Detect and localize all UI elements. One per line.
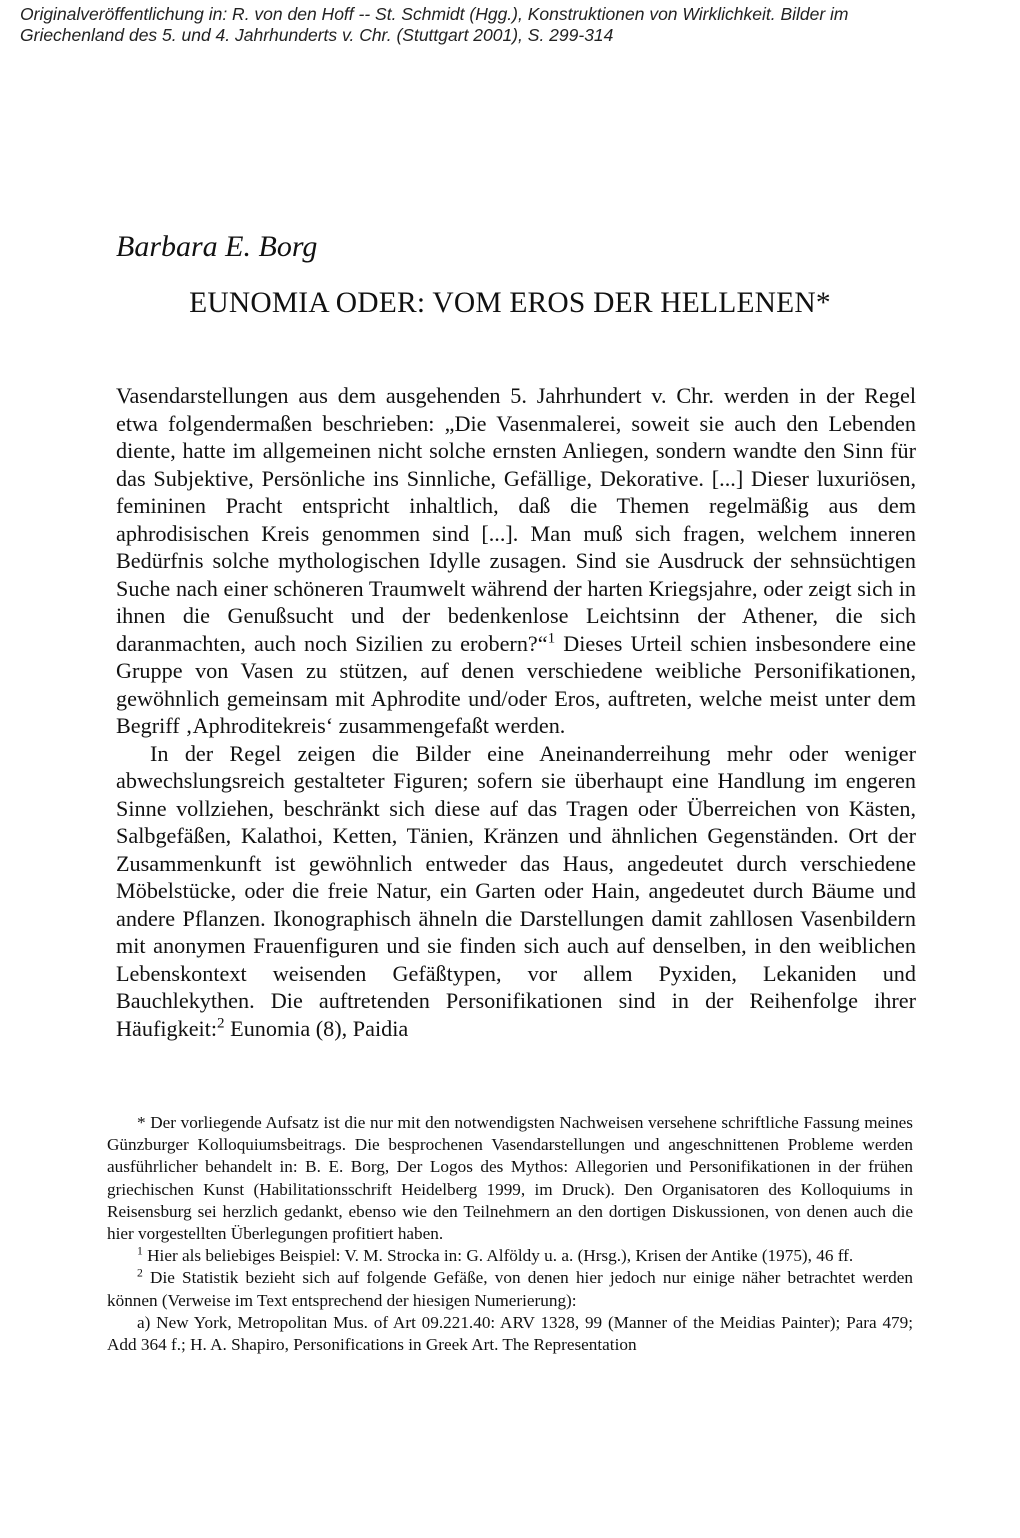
source-header <box>20 4 1000 46</box>
paragraph-1 <box>116 382 916 740</box>
paragraph-1-continuation: Dieses Urteil schien insbesondere eine Gruppe von Vasen zu stützen, auf denen verschiedene weibliche Personifikationen, gewöhnlich gemeinsam mit Aphrodite und/oder Eros, auftreten, welche meist unter dem Begriff ‚Aphroditekreis‘ zusammengefaßt werden. <box>116 630 916 738</box>
source-header-line-2: Griechenland des 5. und 4. Jahrhunderts v. Chr. (Stuttgart 2001), S. 299-314 <box>20 25 614 45</box>
footnote-1-text: Hier als beliebiges Beispiel: V. M. Strocka in: G. Alföldy u. a. (Hrsg.), Krisen der Antike (1975), 46 ff. <box>142 1246 854 1266</box>
footnote-ref-1: 1 <box>547 630 556 647</box>
article-title: EUNOMIA ODER: VOM EROS DER HELLENEN* <box>189 287 831 319</box>
paragraph-2-continuation: Eunomia (8), Paidia <box>224 1015 409 1041</box>
paragraph-2-text: In der Regel zeigen die Bilder eine Aneinanderreihung mehr oder weniger abwechslungsreich gestalteter Figuren; sofern sie überhaupt eine Handlung im engeren Sinne vollziehen, beschränkt sich diese auf das Tragen oder Überreichen von Kästen, Salbgefäßen, Kalathoi, Ketten, Tänien, Kränzen und ähnlichen Gegenständen. Ort der Zusammenkunft ist gewöhnlich entweder das Haus, angedeutet durch verschiedene Möbelstücke, oder die freie Natur, ein Garten oder Hain, angedeutet durch Bäume und andere Pflanzen. Ikonographisch ähneln die Darstellungen damit zahllosen Vasenbildern mit anonymen Frauenfiguren und sie finden sich auch auf denselben, in den weiblichen Lebenskontext weisenden Gefäßtypen, vor allem Pyxiden, Lekaniden und Bauchlekythen. Die auftretenden Personifikationen sind in der Reihenfolge ihrer Häufigkeit: <box>116 740 916 1041</box>
footnote-2a: a) New York, Metropolitan Mus. of Art 09.221.40: ARV 1328, 99 (Manner of the Meidias Painter); Para 479; Add 364 f.; H. A. Shapiro, Personifications in Greek Art. The Representation <box>107 1312 913 1355</box>
footnote-1 <box>107 1245 913 1267</box>
paragraph-1-text: Vasendarstellungen aus dem ausgehenden 5. Jahrhundert v. Chr. werden in der Regel etwa folgendermaßen beschrieben: „Die Vasenmalerei, soweit sie auch den Lebenden diente, hatte im allgemeinen nicht solche ernsten Anliegen, sondern wandte den Sinn für das Subjektive, Persönliche ins Sinnliche, Gefällige, Dekorative. [...] Dieser luxuriösen, femininen Pracht entspricht inhaltlich, daß die Themen regelmäßig aus dem aphrodisischen Kreis genommen sind [...]. Man muß sich fragen, welchem inneren Bedürfnis solche mythologischen Idylle zusagen. Sind sie Ausdruck der sehnsüchtigen Suche nach einer schöneren Traumwelt während der harten Kriegsjahre, oder zeigt sich in ihnen die Genußsucht und der bedenkenlose Leichtsinn der Athener, die sich daranmachten, auch noch Sizilien zu erobern?“ <box>116 383 916 656</box>
main-text <box>116 382 916 1042</box>
paragraph-2 <box>116 740 916 1043</box>
footnotes <box>107 1112 913 1356</box>
source-header-line-1: Originalveröffentlichung in: R. von den Hoff -- St. Schmidt (Hgg.), Konstruktionen von Wirklichkeit. Bilder im <box>20 4 849 24</box>
footnote-2-text: Die Statistik bezieht sich auf folgende Gefäße, von denen hier jedoch nur einige näher betrachtet werden können (Verweise im Text entsprechend der hiesigen Numerierung): <box>107 1268 913 1310</box>
footnote-ref-2: 2 <box>217 1015 225 1032</box>
footnote-star: * Der vorliegende Aufsatz ist die nur mit den notwendigsten Nachweisen versehene schriftliche Fassung meines Günzburger Kolloquiumsbeitrags. Die besprochenen Vasendarstellungen und angeschnittenen Probleme werden ausführlicher behandelt in: B. E. Borg, Der Logos des Mythos: Allegorien und Personifikationen in der frühen griechischen Kunst (Habilitationsschrift Heidelberg 1999, im Druck). Den Organisatoren des Kolloquiums in Reisensburg sei herzlich gedankt, ebenso wie den Teilnehmern an den dortigen Diskussionen, von denen auch die hier vorgestellten Überlegungen profitiert haben. <box>107 1113 913 1244</box>
author-name: Barbara E. Borg <box>116 230 318 263</box>
footnote-2-mark: 2 <box>137 1267 143 1280</box>
footnote-2 <box>107 1267 913 1311</box>
footnote-1-mark: 1 <box>137 1244 143 1258</box>
